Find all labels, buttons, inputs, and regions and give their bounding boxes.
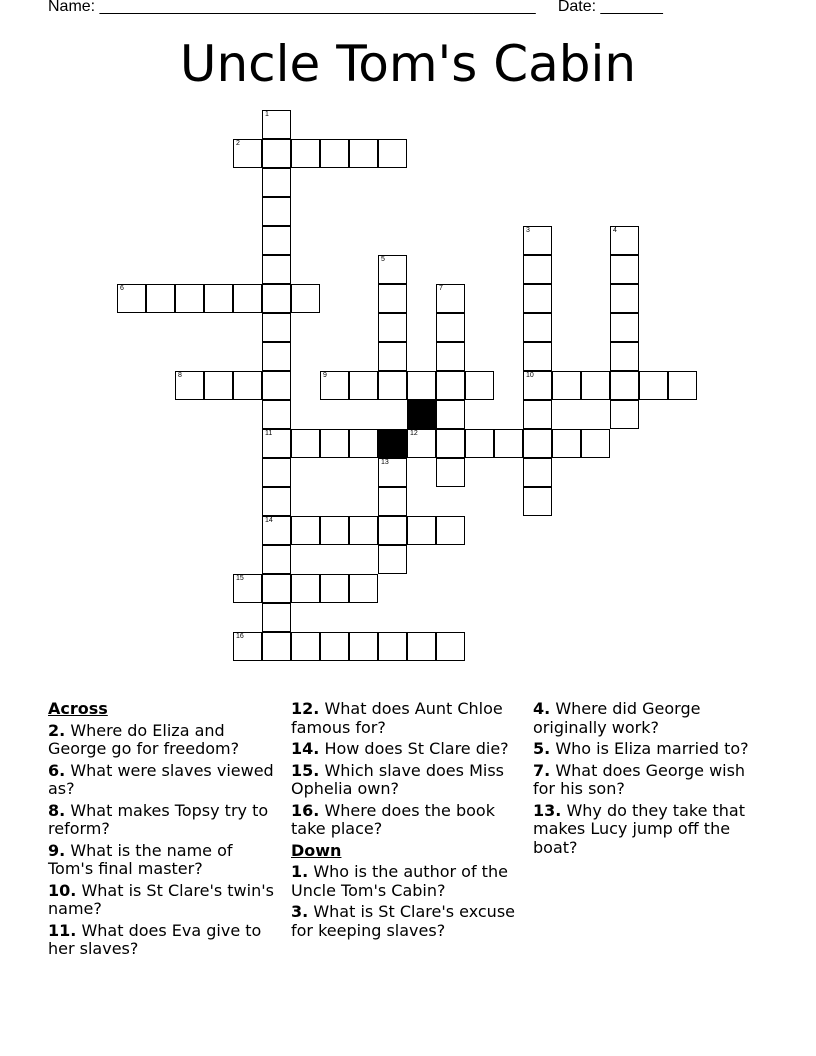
grid-cell[interactable] [349, 429, 378, 458]
grid-cell[interactable] [407, 516, 436, 545]
grid-cell[interactable] [610, 313, 639, 342]
name-field[interactable]: _________________________________________________ [99, 0, 536, 15]
clue-across-15: 15. Which slave does Miss Ophelia own? [291, 760, 504, 798]
grid-cell[interactable] [175, 371, 204, 400]
grid-cell[interactable] [407, 632, 436, 661]
grid-cell[interactable] [262, 197, 291, 226]
grid-cell[interactable] [262, 487, 291, 516]
clue-number: 10 [526, 372, 534, 379]
clue-number: 4 [613, 227, 617, 234]
grid-cell[interactable] [320, 516, 349, 545]
grid-cell[interactable] [523, 255, 552, 284]
grid-cell[interactable] [494, 429, 523, 458]
clue-across-10: 10. What is St Clare's twin's name? [48, 880, 274, 918]
grid-cell[interactable] [262, 516, 291, 545]
grid-cell[interactable] [581, 371, 610, 400]
clue-across-14: 14. How does St Clare die? [291, 739, 509, 758]
clue-number: 9 [323, 372, 327, 379]
grid-cell[interactable] [320, 429, 349, 458]
clue-across-9: 9. What is the name of Tom's final master? [48, 840, 233, 878]
clue-number: 14 [265, 517, 273, 524]
grid-cell[interactable] [610, 400, 639, 429]
grid-cell[interactable] [610, 342, 639, 371]
clue-across-2: 2. Where do Eliza and George go for freedom? [48, 720, 240, 758]
grid-cell[interactable] [610, 255, 639, 284]
grid-cell[interactable] [291, 516, 320, 545]
grid-cell[interactable] [523, 371, 552, 400]
grid-cell[interactable] [523, 429, 552, 458]
grid-cell[interactable] [262, 168, 291, 197]
clue-across-16: 16. Where does the book take place? [291, 800, 495, 838]
clue-number: 16 [236, 633, 244, 640]
grid-cell[interactable] [378, 487, 407, 516]
clue-number: 6 [120, 285, 124, 292]
grid-cell[interactable] [262, 632, 291, 661]
clues-column-3 [533, 700, 763, 860]
grid-cell[interactable] [117, 284, 146, 313]
grid-cell[interactable] [523, 487, 552, 516]
grid-cell[interactable] [349, 516, 378, 545]
clue-down-7: 7. What does George wish for his son? [533, 760, 746, 798]
clue-number: 2 [236, 140, 240, 147]
clue-number: 7 [439, 285, 443, 292]
grid-cell[interactable] [436, 284, 465, 313]
grid-cell[interactable] [378, 284, 407, 313]
grid-cell[interactable] [262, 429, 291, 458]
grid-cell[interactable] [349, 632, 378, 661]
grid-cell[interactable] [262, 226, 291, 255]
grid-cell[interactable] [233, 139, 262, 168]
grid-cell[interactable] [262, 110, 291, 139]
grid-cell[interactable] [233, 574, 262, 603]
grid-cell[interactable] [378, 632, 407, 661]
clue-number: 15 [236, 575, 244, 582]
grid-cell[interactable] [610, 371, 639, 400]
grid-cell[interactable] [523, 284, 552, 313]
clue-number: 3 [526, 227, 530, 234]
grid-cell[interactable] [436, 342, 465, 371]
grid-cell[interactable] [233, 284, 262, 313]
grid-cell[interactable] [378, 313, 407, 342]
grid-cell[interactable] [639, 371, 668, 400]
grid-cell[interactable] [262, 255, 291, 284]
grid-cell[interactable] [262, 371, 291, 400]
grid-cell[interactable] [523, 313, 552, 342]
grid-cell[interactable] [552, 429, 581, 458]
clues-column-1 [48, 700, 278, 962]
grid-cell[interactable] [436, 458, 465, 487]
grid-cell[interactable] [436, 632, 465, 661]
grid-cell[interactable] [349, 139, 378, 168]
grid-cell[interactable] [436, 429, 465, 458]
clue-down-5: 5. Who is Eliza married to? [533, 739, 749, 758]
clue-number: 11 [265, 430, 273, 437]
grid-cell[interactable] [291, 632, 320, 661]
grid-cell[interactable] [262, 342, 291, 371]
grid-cell[interactable] [291, 139, 320, 168]
clues-column-2 [291, 700, 521, 943]
grid-cell[interactable] [436, 516, 465, 545]
page-title: Uncle Tom's Cabin [179, 35, 637, 93]
clue-down-13: 13. Why do they take that makes Lucy jump off the boat? [533, 800, 745, 857]
grid-cell[interactable] [523, 400, 552, 429]
clue-across-6: 6. What were slaves viewed as? [48, 760, 274, 798]
grid-cell-filled [378, 429, 407, 458]
grid-cell[interactable] [378, 139, 407, 168]
grid-cell[interactable] [378, 371, 407, 400]
down-heading: Down [291, 840, 342, 860]
grid-cell[interactable] [291, 574, 320, 603]
clue-across-11: 11. What does Eva give to her slaves? [48, 920, 262, 958]
grid-cell[interactable] [436, 371, 465, 400]
grid-cell[interactable] [262, 313, 291, 342]
grid-cell[interactable] [349, 574, 378, 603]
grid-cell[interactable] [378, 458, 407, 487]
grid-cell[interactable] [262, 284, 291, 313]
name-label: Name: [48, 0, 96, 15]
grid-cell[interactable] [523, 342, 552, 371]
date-field[interactable]: _______ [600, 0, 663, 15]
grid-cell[interactable] [465, 429, 494, 458]
grid-cell[interactable] [320, 632, 349, 661]
grid-cell[interactable] [378, 255, 407, 284]
grid-cell[interactable] [523, 458, 552, 487]
grid-cell[interactable] [378, 342, 407, 371]
grid-cell[interactable] [465, 371, 494, 400]
grid-cell[interactable] [610, 284, 639, 313]
grid-cell[interactable] [233, 371, 262, 400]
clue-down-3: 3. What is St Clare's excuse for keeping slaves? [291, 902, 515, 940]
clue-across-12: 12. What does Aunt Chloe famous for? [291, 699, 503, 737]
grid-cell[interactable] [436, 313, 465, 342]
grid-cell[interactable] [581, 429, 610, 458]
clue-number: 5 [381, 256, 385, 263]
grid-cell[interactable] [175, 284, 204, 313]
grid-cell[interactable] [436, 400, 465, 429]
grid-cell[interactable] [407, 429, 436, 458]
grid-cell[interactable] [262, 139, 291, 168]
grid-cell[interactable] [407, 371, 436, 400]
grid-cell[interactable] [552, 371, 581, 400]
grid-cell[interactable] [291, 284, 320, 313]
grid-cell[interactable] [378, 516, 407, 545]
grid-cell[interactable] [291, 429, 320, 458]
grid-cell-filled [407, 400, 436, 429]
clue-number: 8 [178, 372, 182, 379]
grid-cell[interactable] [320, 574, 349, 603]
grid-cell[interactable] [523, 226, 552, 255]
grid-cell[interactable] [204, 284, 233, 313]
clue-down-1: 1. Who is the author of the Uncle Tom's Cabin? [291, 862, 508, 900]
clue-down-4: 4. Where did George originally work? [533, 699, 701, 737]
grid-cell[interactable] [233, 632, 262, 661]
grid-cell[interactable] [262, 574, 291, 603]
grid-cell[interactable] [204, 371, 233, 400]
grid-cell[interactable] [378, 545, 407, 574]
grid-cell[interactable] [349, 371, 378, 400]
clue-number: 1 [265, 111, 269, 118]
grid-cell[interactable] [262, 545, 291, 574]
grid-cell[interactable] [610, 226, 639, 255]
grid-cell[interactable] [320, 139, 349, 168]
clue-number: 13 [381, 459, 389, 466]
grid-cell[interactable] [668, 371, 697, 400]
clue-across-8: 8. What makes Topsy try to reform? [48, 800, 269, 838]
grid-cell[interactable] [146, 284, 175, 313]
clue-number: 12 [410, 430, 418, 437]
grid-cell[interactable] [262, 458, 291, 487]
grid-cell[interactable] [262, 400, 291, 429]
grid-cell[interactable] [262, 603, 291, 632]
grid-cell[interactable] [320, 371, 349, 400]
date-label: Date: [557, 0, 597, 15]
across-heading: Across [48, 699, 108, 718]
